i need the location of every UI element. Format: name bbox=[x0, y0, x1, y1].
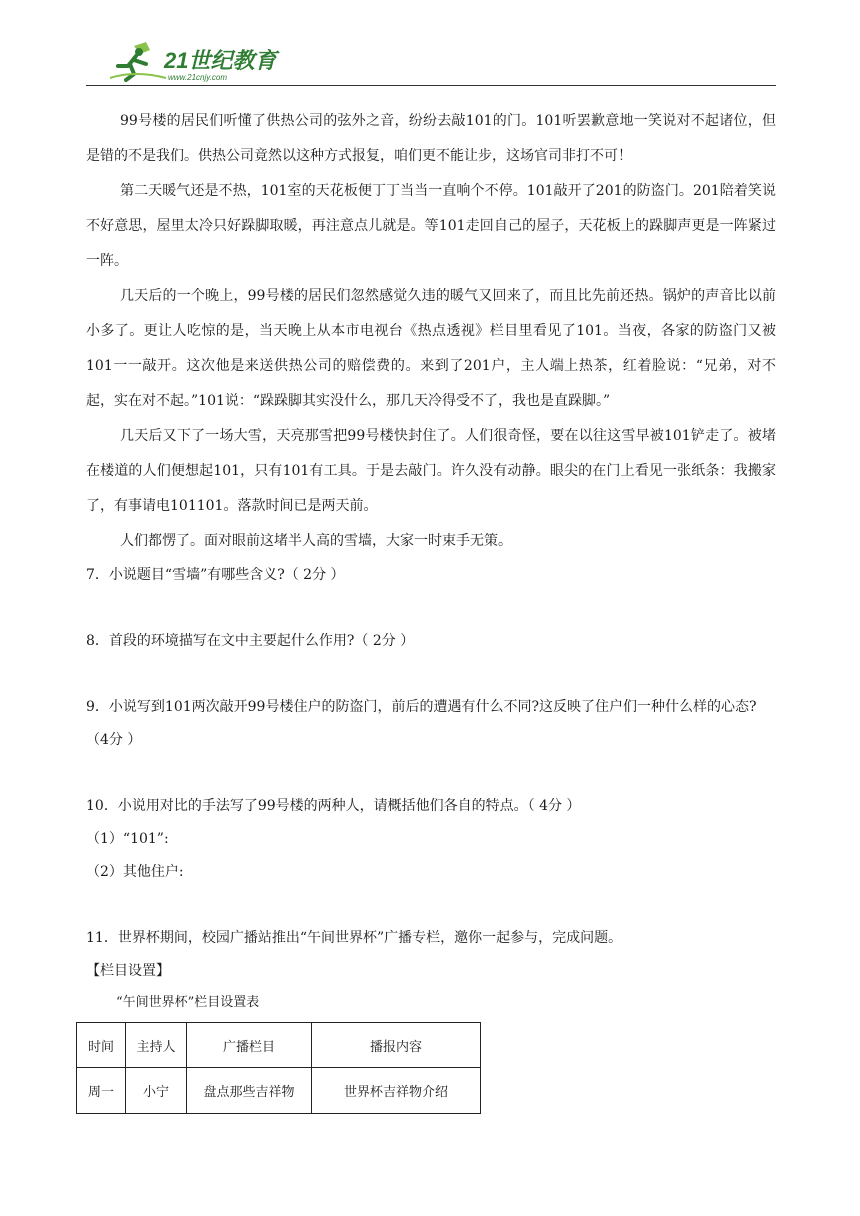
table-header-cell: 主持人 bbox=[126, 1023, 187, 1068]
table-cell: 盘点那些吉祥物 bbox=[187, 1068, 312, 1114]
table-header-cell: 播报内容 bbox=[312, 1023, 481, 1068]
table-cell: 周一 bbox=[77, 1068, 126, 1114]
table-cell: 小宁 bbox=[126, 1068, 187, 1114]
table-header-row bbox=[77, 1023, 481, 1068]
answer-space bbox=[86, 658, 776, 691]
question-10: 10．小说用对比的手法写了99号楼的两种人，请概括他们各自的特点。（ 4分 ） bbox=[86, 798, 581, 814]
answer-space bbox=[86, 889, 776, 922]
logo bbox=[106, 40, 286, 84]
question-8: 8．首段的环境描写在文中主要起什么作用?（ 2分 ） bbox=[86, 633, 415, 649]
paragraph-1: 99号楼的居民们听懂了供热公司的弦外之音，纷纷去敲101的门。101听罢歉意地一笑说对不起诸位，但是错的不是我们。供热公司竟然以这种方式报复，咱们更不能让步，这场官司非打不可！ bbox=[86, 113, 776, 164]
question-9: 9．小说写到101两次敲开99号楼住户的防盗门，前后的遭遇有什么不同?这反映了住户们一种什么样的心态?（4分 ） bbox=[86, 699, 757, 748]
document-body bbox=[86, 104, 776, 1114]
schedule-table bbox=[76, 1022, 481, 1114]
logo-text: 21世纪教育 bbox=[164, 48, 277, 73]
page-header bbox=[86, 40, 776, 86]
runner-icon bbox=[110, 42, 166, 80]
paragraph-3: 几天后的一个晚上，99号楼的居民们忽然感觉久违的暖气又回来了，而且比先前还热。锅炉的声音比以前小多了。更让人吃惊的是，当天晚上从本市电视台《热点透视》栏目里看见了101。当夜，各家的防盗门又被101一一敲开。这次他是来送供热公司的赔偿费的。来到了201户，主人端上热茶，红着脸说：“兄弟，对不起，实在对不起。”101说：“跺跺脚其实没什么，那几天冷得受不了，我也是直跺脚。” bbox=[86, 288, 776, 409]
question-10-part-2: （2）其他住户: bbox=[86, 864, 184, 880]
question-10-part-1: （1）“101”: bbox=[86, 831, 169, 847]
table-title: “午间世界杯”栏目设置表 bbox=[116, 995, 260, 1010]
table-header-cell: 时间 bbox=[77, 1023, 126, 1068]
paragraph-4: 几天后又下了一场大雪，天亮那雪把99号楼快封住了。人们很奇怪，要在以往这雪早被101铲走了。被堵在楼道的人们便想起101，只有101有工具。于是去敲门。许久没有动静。眼尖的在门上看见一张纸条：我搬家了，有事请电101101。落款时间已是两天前。 bbox=[86, 428, 776, 514]
logo-url: www.21cnjy.com bbox=[168, 73, 227, 82]
table-row bbox=[77, 1068, 481, 1114]
table-cell: 世界杯吉祥物介绍 bbox=[312, 1068, 481, 1114]
question-11: 11．世界杯期间，校园广播站推出“午间世界杯”广播专栏，邀你一起参与，完成问题。 bbox=[86, 930, 623, 946]
answer-space bbox=[86, 757, 776, 790]
header-rule bbox=[86, 85, 776, 86]
paragraph-2: 第二天暖气还是不热，101室的天花板便丁丁当当一直响个不停。101敲开了201的防盗门。201陪着笑说不好意思，屋里太冷只好跺脚取暖，再注意点儿就是。等101走回自己的屋子，天花板上的跺脚声更是一阵紧过一阵。 bbox=[86, 183, 776, 269]
answer-space bbox=[86, 592, 776, 625]
section-label: 【栏目设置】 bbox=[86, 963, 170, 979]
paragraph-5: 人们都愣了。面对眼前这堵半人高的雪墙，大家一时束手无策。 bbox=[120, 533, 512, 549]
table-header-cell: 广播栏目 bbox=[187, 1023, 312, 1068]
question-7: 7．小说题目“雪墙”有哪些含义?（ 2分 ） bbox=[86, 567, 345, 583]
